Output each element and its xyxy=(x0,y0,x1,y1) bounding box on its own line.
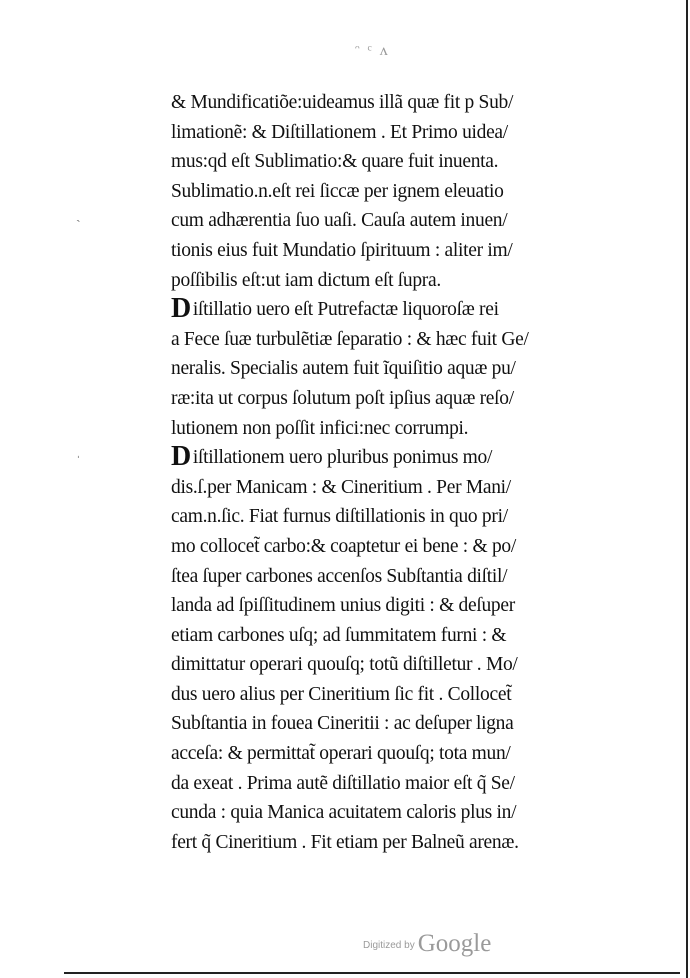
text-line: mo collocet̃ carbo:& coaptetur ei bene : & po/ xyxy=(171,535,516,557)
text-line: acceſa: & permittat̃ operari quouſq; tota mun/ xyxy=(171,743,511,765)
text-line: cunda : quia Manica acuitatem caloris plus in/ xyxy=(171,802,517,824)
bottom-edge-rule xyxy=(64,972,680,974)
watermark-small-text: Digitized by xyxy=(363,940,415,951)
text-line: ræ:ita ut corpus ſolutum poſt ipſius aquæ reſo/ xyxy=(171,387,514,409)
text-line: iſtillatio uero eſt Putrefactæ liquoroſæ rei xyxy=(192,299,499,321)
drop-initial: D xyxy=(171,293,191,325)
text-line: cum adhærentia ſuo uaſi. Cauſa autem inuen/ xyxy=(171,210,508,232)
text-line: & Mundificatiõe:uideamus illã quæ fit p Sub/ xyxy=(171,92,514,113)
text-line: cam.n.ſic. Fiat furnus diſtillationis in quo pri/ xyxy=(171,506,508,528)
text-line: fert q̃ Cineritium . Fit etiam per Balneũ arenæ. xyxy=(171,831,519,853)
text-line: lutionem non poſſit infici:nec corrumpi. xyxy=(171,417,469,439)
margin-mark: ˌ xyxy=(76,444,81,459)
main-text-block xyxy=(171,88,583,857)
google-logo-text: Google xyxy=(417,930,492,957)
text-line: da exeat . Prima autẽ diſtillatio maior eſt q̃ Se/ xyxy=(171,772,515,794)
text-line: a Fece ſuæ turbulẽtiæ ſeparatio : & hæc fuit Ge/ xyxy=(171,328,529,350)
digitized-by-google-watermark xyxy=(363,930,491,958)
top-faint-mark: ᵔ ᶜ ᴧ xyxy=(355,42,390,59)
text-line: limationẽ: & Diſtillationem . Et Primo uidea/ xyxy=(171,121,508,143)
drop-initial: D xyxy=(171,441,191,473)
page-edge-rule xyxy=(686,0,688,978)
paragraph-start-line xyxy=(171,443,583,473)
margin-mark: ˎ xyxy=(76,208,81,223)
text-line: ſtea ſuper carbones accenſos Subſtantia diſtil/ xyxy=(171,565,508,587)
paragraph-start-line xyxy=(171,295,583,325)
text-line: landa ad ſpiſſitudinem unius digiti : & deſuper xyxy=(171,595,515,617)
text-line: mus:qd eſt Sublimatio:& quare fuit inuenta. xyxy=(171,151,499,173)
text-line: dis.ſ.per Manicam : & Cineritium . Per Mani/ xyxy=(171,476,511,498)
text-line: neralis. Specialis autem fuit ĩquiſitio aquæ pu/ xyxy=(171,358,516,380)
text-line: dus uero alius per Cineritium ſic fit . Collocet̃ xyxy=(171,683,512,705)
text-line: dimittatur operari quouſq; totũ diſtilletur . Mo/ xyxy=(171,654,518,676)
text-line: tionis eius fuit Mundatio ſpirituum : aliter im/ xyxy=(171,239,513,261)
text-line: etiam carbones uſq; ad ſummitatem furni : & xyxy=(171,624,507,646)
text-line: Sublimatio.n.eſt rei ſiccæ per ignem eleuatio xyxy=(171,180,504,202)
text-line: Subſtantia in fouea Cineritii : ac deſuper ligna xyxy=(171,713,514,735)
text-line: iſtillationem uero pluribus ponimus mo/ xyxy=(192,447,493,469)
text-line: poſſibilis eſt:ut iam dictum eſt ſupra. xyxy=(171,269,441,291)
